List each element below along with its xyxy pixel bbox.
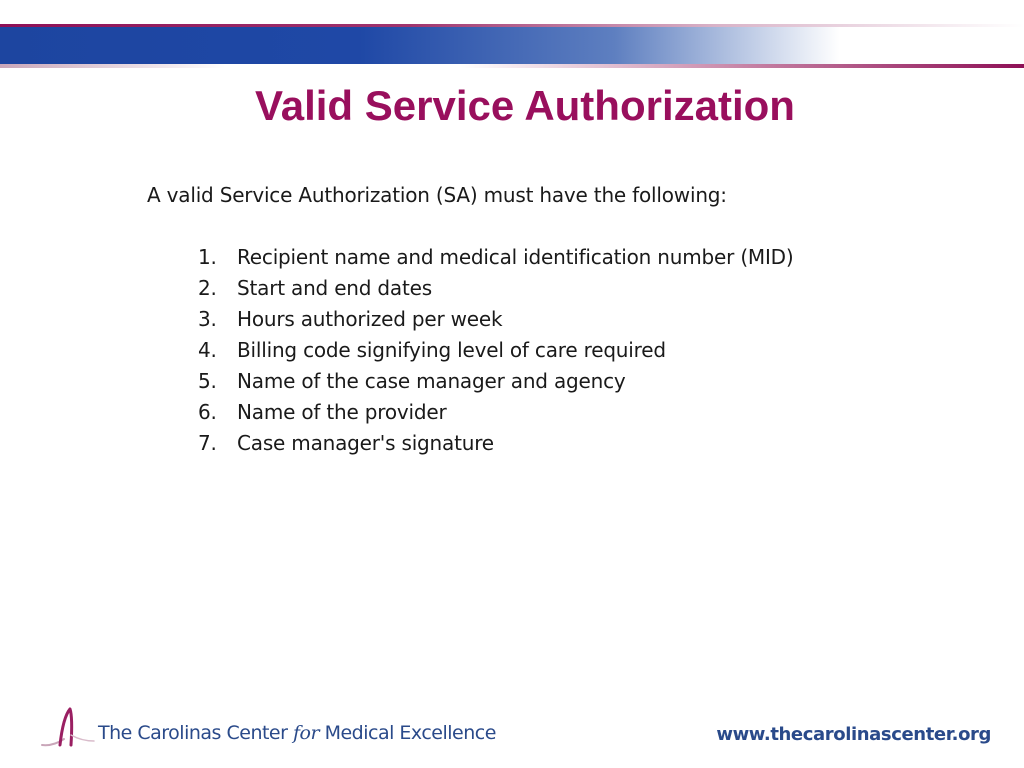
- list-item-number: 2.: [198, 276, 217, 300]
- header-accent-line: [0, 64, 1024, 68]
- footer-organization: [98, 722, 496, 744]
- list-item-text: Billing code signifying level of care required: [237, 338, 666, 362]
- list-item: [147, 304, 967, 335]
- footer-url: www.thecarolinascenter.org: [716, 724, 991, 745]
- list-item-number: 3.: [198, 307, 217, 331]
- intro-text: A valid Service Authorization (SA) must have the following:: [147, 183, 727, 207]
- requirements-list: [147, 242, 967, 459]
- list-item-number: 4.: [198, 338, 217, 362]
- list-item-text: Case manager's signature: [237, 431, 494, 455]
- list-item: [147, 273, 967, 304]
- slide-title: Valid Service Authorization: [255, 82, 795, 129]
- list-item: [147, 428, 967, 459]
- list-item-text: Hours authorized per week: [237, 307, 503, 331]
- list-item-text: Recipient name and medical identification number (MID): [237, 245, 794, 269]
- list-item: [147, 397, 967, 428]
- arch-logo-icon: [38, 705, 98, 749]
- list-item-number: 1.: [198, 245, 217, 269]
- list-item-number: 5.: [198, 369, 217, 393]
- list-item-text: Name of the provider: [237, 400, 447, 424]
- header-blue-band: [0, 27, 1024, 64]
- list-item: [147, 366, 967, 397]
- footer-org-for: for: [292, 722, 320, 744]
- list-item-text: Start and end dates: [237, 276, 432, 300]
- list-item: [147, 335, 967, 366]
- slide-body: [147, 180, 967, 459]
- list-item: [147, 242, 967, 273]
- list-item-text: Name of the case manager and agency: [237, 369, 626, 393]
- list-item-number: 6.: [198, 400, 217, 424]
- list-item-number: 7.: [198, 431, 217, 455]
- footer-org-part2: Medical Excellence: [319, 722, 496, 744]
- footer-org-part1: The Carolinas Center: [98, 722, 293, 744]
